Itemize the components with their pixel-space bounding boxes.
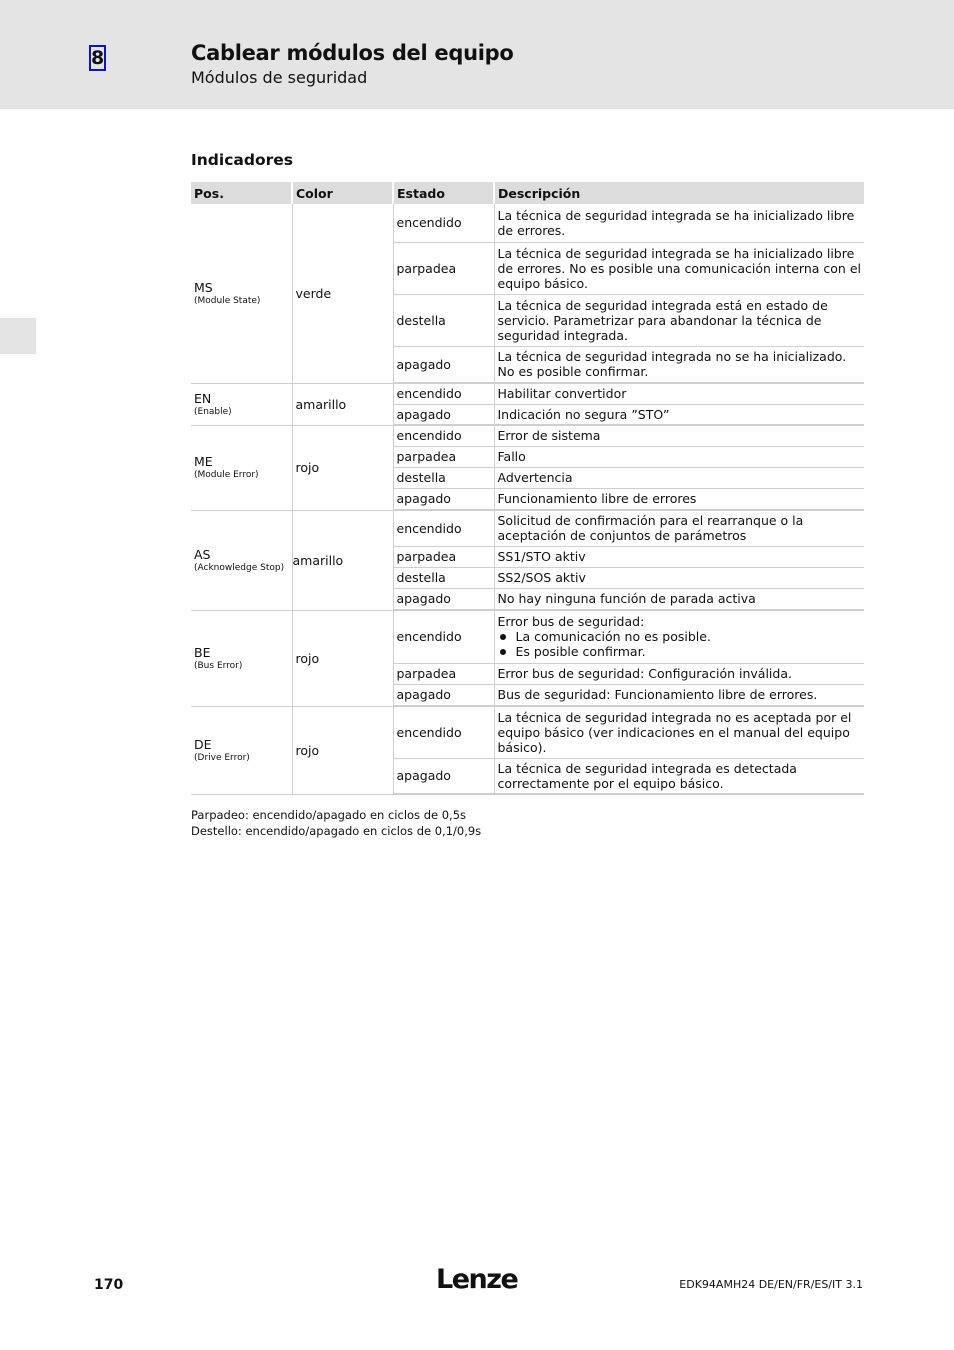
- page-number: 170: [94, 1277, 124, 1293]
- pos-note: (Module Error): [194, 470, 259, 480]
- pos-cell: [191, 610, 292, 706]
- description-cell: Indicación no segura ”STO”: [494, 404, 864, 425]
- pos-code: BE: [194, 644, 211, 660]
- description-cell: Bus de seguridad: Funcionamiento libre de errores.: [494, 684, 864, 706]
- chapter-number: 8: [91, 47, 105, 69]
- state-cell: parpadea: [393, 546, 494, 567]
- description-cell: La técnica de seguridad integrada está en estado de servicio. Parametrizar para abandonar la técnica de seguridad integrada.: [494, 294, 864, 346]
- color-cell: amarillo: [292, 383, 393, 425]
- pos-cell: [191, 510, 292, 610]
- description-cell: Fallo: [494, 446, 864, 467]
- description-cell: SS1/STO aktiv: [494, 546, 864, 567]
- state-cell: destella: [393, 467, 494, 488]
- state-cell: destella: [393, 294, 494, 346]
- table-row: [191, 510, 864, 546]
- description-cell: Solicitud de confirmación para el rearranque o la aceptación de conjuntos de parámetros: [494, 510, 864, 546]
- table-row: [191, 204, 864, 242]
- pos-cell: [191, 706, 292, 794]
- description-line: Error bus de seguridad:: [497, 614, 645, 630]
- description-cell: La técnica de seguridad integrada no es aceptada por el equipo básico (ver indicaciones en el manual del equipo básico).: [494, 706, 864, 758]
- table-header-row: [191, 182, 864, 204]
- description-cell: La técnica de seguridad integrada se ha inicializado libre de errores.: [494, 204, 864, 242]
- bullet-item: La comunicación no es posible.: [498, 629, 862, 644]
- state-cell: encendido: [393, 204, 494, 242]
- state-cell: parpadea: [393, 663, 494, 684]
- pos-cell: [191, 425, 292, 510]
- pos-cell: [191, 383, 292, 425]
- description-cell: [494, 346, 864, 383]
- lenze-logo: Lenze: [436, 1264, 518, 1295]
- state-cell: apagado: [393, 684, 494, 706]
- color-cell: amarillo: [292, 510, 393, 610]
- state-cell: parpadea: [393, 242, 494, 294]
- chapter-subtitle: Módulos de seguridad: [191, 68, 368, 87]
- footnotes: [191, 807, 481, 839]
- description-cell: [494, 610, 864, 663]
- bullet-item: Es posible confirmar.: [498, 644, 862, 659]
- color-cell: rojo: [292, 610, 393, 706]
- description-cell: Habilitar convertidor: [494, 383, 864, 404]
- description-line: La técnica de seguridad integrada no se ha inicializado.: [497, 349, 847, 365]
- pos-code: MS: [194, 279, 213, 295]
- section-title: Indicadores: [191, 151, 293, 169]
- state-cell: apagado: [393, 488, 494, 510]
- pos-note: (Bus Error): [194, 660, 243, 671]
- state-cell: parpadea: [393, 446, 494, 467]
- state-cell: encendido: [393, 610, 494, 663]
- pos-code: DE: [194, 736, 212, 752]
- state-cell: encendido: [393, 383, 494, 404]
- state-cell: apagado: [393, 404, 494, 425]
- color-cell: rojo: [292, 706, 393, 794]
- pos-code: ME: [194, 454, 213, 469]
- state-cell: apagado: [393, 758, 494, 794]
- description-cell: La técnica de seguridad integrada se ha inicializado libre de errores. No es posible una comunicación interna con el equipo básico.: [494, 242, 864, 294]
- indicators-table: [191, 182, 864, 795]
- column-header: Color: [292, 182, 393, 204]
- description-line: No es posible confirmar.: [497, 364, 649, 380]
- table-row: [191, 706, 864, 758]
- footnote: Parpadeo: encendido/apagado en ciclos de 0,5s: [191, 808, 467, 822]
- description-cell: La técnica de seguridad integrada es detectada correctamente por el equipo básico.: [494, 758, 864, 794]
- footnote: Destello: encendido/apagado en ciclos de 0,1/0,9s: [191, 824, 482, 838]
- description-cell: Error de sistema: [494, 425, 864, 446]
- table-row: [191, 610, 864, 663]
- pos-code: EN: [194, 390, 212, 406]
- color-cell: verde: [292, 204, 393, 383]
- column-header: Descripción: [494, 182, 864, 204]
- description-cell: SS2/SOS aktiv: [494, 567, 864, 588]
- state-cell: encendido: [393, 510, 494, 546]
- document-id: EDK94AMH24 DE/EN/FR/ES/IT 3.1: [679, 1278, 863, 1291]
- state-cell: apagado: [393, 588, 494, 610]
- description-cell: No hay ninguna función de parada activa: [494, 588, 864, 610]
- column-header: Estado: [393, 182, 494, 204]
- table-row: [191, 383, 864, 404]
- state-cell: apagado: [393, 346, 494, 383]
- column-header: Pos.: [191, 182, 292, 204]
- pos-code: AS: [194, 546, 211, 562]
- state-cell: encendido: [393, 425, 494, 446]
- description-cell: Error bus de seguridad: Configuración inválida.: [494, 663, 864, 684]
- pos-cell: [191, 204, 292, 383]
- state-cell: encendido: [393, 706, 494, 758]
- pos-note: (Module State): [194, 295, 261, 306]
- table-row: [191, 425, 864, 446]
- pos-note: (Drive Error): [194, 752, 250, 763]
- side-tab-marker: [0, 318, 36, 354]
- description-cell: Funcionamiento libre de errores: [494, 488, 864, 510]
- state-cell: destella: [393, 567, 494, 588]
- chapter-title: Cablear módulos del equipo: [191, 41, 514, 65]
- pos-note: (Acknowledge Stop): [194, 562, 285, 573]
- pos-note: (Enable): [194, 406, 232, 417]
- page-header: [0, 0, 954, 109]
- color-cell: rojo: [292, 425, 393, 510]
- description-cell: Advertencia: [494, 467, 864, 488]
